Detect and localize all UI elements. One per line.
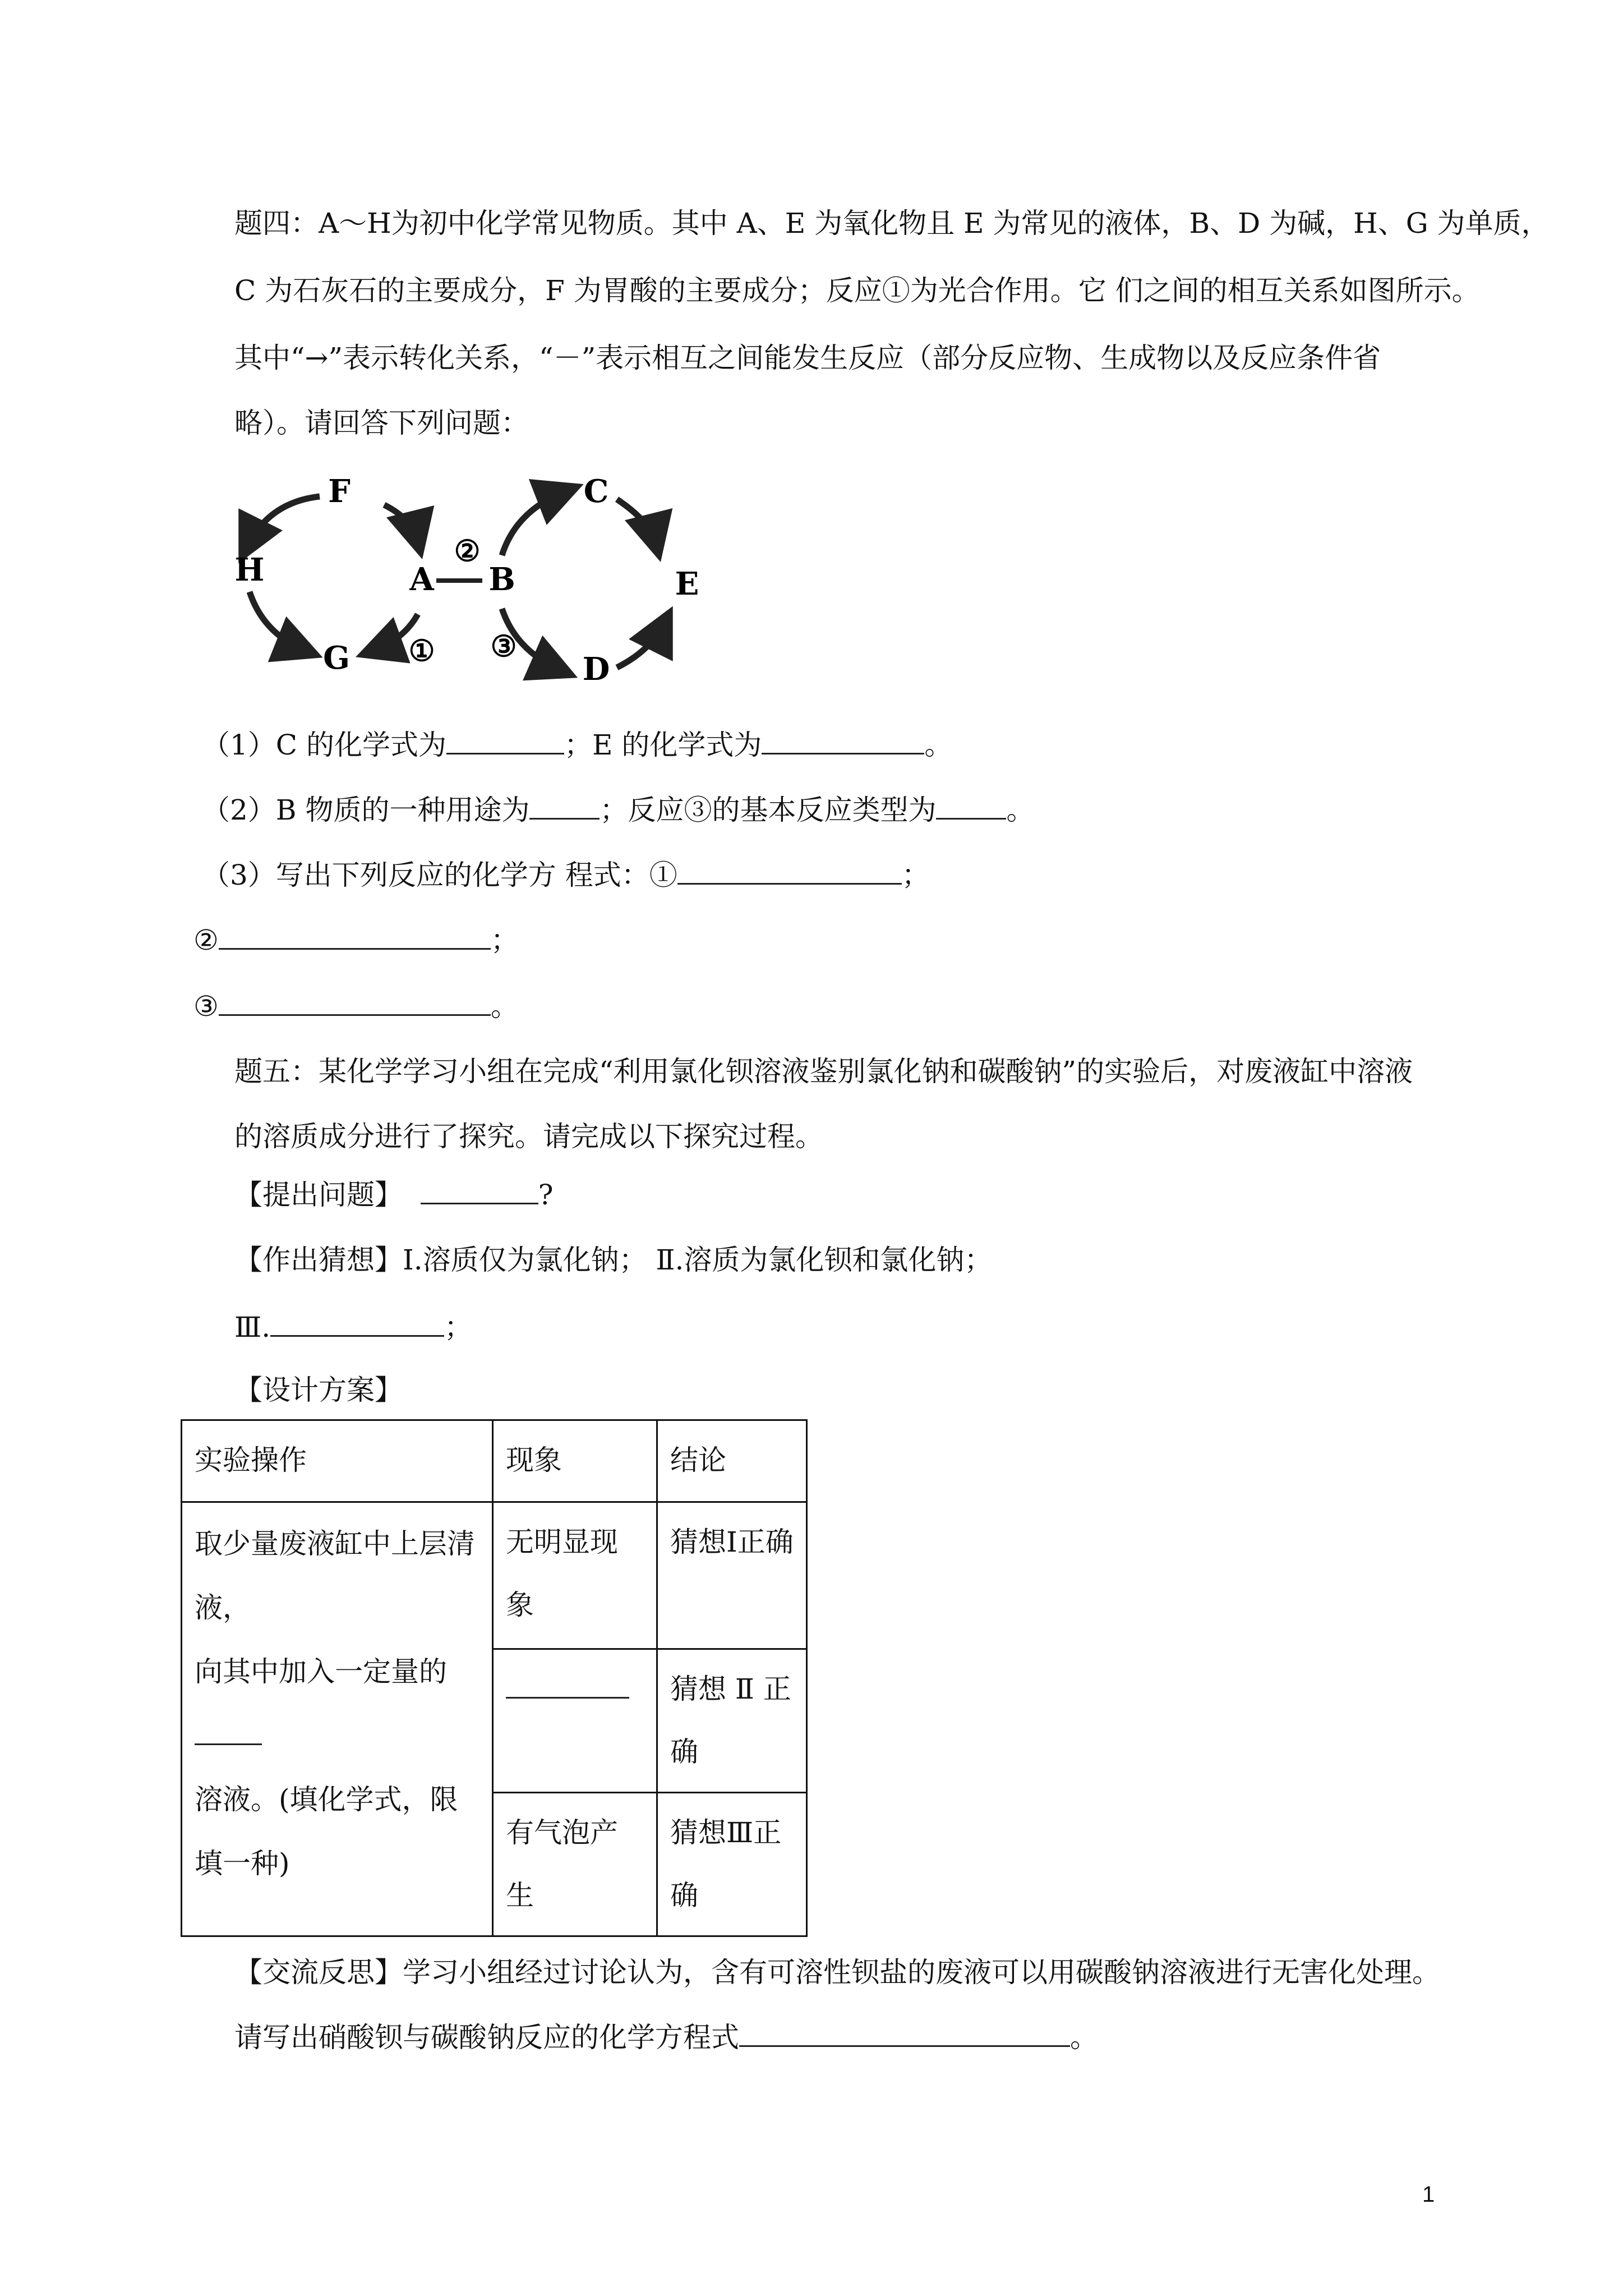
blank-question[interactable] <box>421 1177 538 1204</box>
sub3-text-b: ； <box>901 859 930 891</box>
q4-line-4: 略）。请回答下列问题： <box>234 407 529 439</box>
q5-reflect-2 <box>234 2019 1098 2055</box>
experiment-table <box>181 1419 808 1937</box>
sub3-text-a: （3）写出下列反应的化学方 程式：① <box>202 859 677 891</box>
node-g: G <box>323 639 350 677</box>
arrow-b-to-c <box>502 491 566 555</box>
q4-sub-1 <box>202 727 952 763</box>
eq3-text-b: 。 <box>490 990 519 1023</box>
operation-cell <box>182 1502 493 1936</box>
arrow-f-to-h <box>247 496 320 547</box>
row1-phenomenon: 无明显现象 <box>493 1502 657 1649</box>
blank-phenomenon-2[interactable] <box>506 1660 629 1699</box>
eq2-text-b: ； <box>490 924 519 956</box>
node-c: C <box>583 473 609 510</box>
sub2-text-c: 。 <box>1006 794 1035 826</box>
sub1-text-a: （1）C 的化学式为 <box>202 729 446 761</box>
reflect-end: 。 <box>1070 2021 1098 2054</box>
blank-reaction3-type[interactable] <box>936 792 1006 820</box>
row2-phenomenon <box>493 1649 657 1793</box>
sub2-text-b: ；反应③的基本反应类型为 <box>600 794 937 826</box>
q5-guess: 【作出猜想】Ⅰ.溶质仅为氯化钠； Ⅱ.溶质为氯化钡和氯化钠； <box>234 1244 993 1276</box>
page-number: 1 <box>1422 2182 1435 2207</box>
arrow-h-to-g <box>250 592 306 651</box>
blank-equation-1[interactable] <box>677 857 902 885</box>
guess3-label: Ⅲ. <box>234 1311 271 1343</box>
blank-e-formula[interactable] <box>762 727 924 754</box>
q5-question <box>234 1177 554 1213</box>
blank-equation-2[interactable] <box>219 922 491 950</box>
header-operation: 实验操作 <box>182 1420 493 1502</box>
q5-line-2: 的溶质成分进行了探究。请完成以下探究过程。 <box>234 1120 823 1153</box>
sub1-text-c: 。 <box>924 729 953 761</box>
guess3-end: ； <box>444 1311 473 1343</box>
q4-line-3: 其中“→”表示转化关系，“－”表示相互之间能发生反应（部分反应物、生成物以及反应条件省 <box>234 342 1381 374</box>
operation-line-3: 溶液。(填化学式，限填一种) <box>195 1783 458 1880</box>
row3-conclusion: 猜想Ⅲ正确 <box>657 1793 807 1936</box>
arrow-f-to-a <box>384 505 418 541</box>
node-d: D <box>582 651 610 688</box>
q5-design: 【设计方案】 <box>234 1374 403 1406</box>
q4-sub-2 <box>202 792 1034 828</box>
eq2-text-a: ② <box>193 924 219 956</box>
blank-c-formula[interactable] <box>446 727 564 754</box>
q5-guess-3 <box>234 1309 472 1345</box>
header-phenomenon: 现象 <box>493 1420 657 1502</box>
blank-b-use[interactable] <box>529 792 600 820</box>
q4-sub-3 <box>202 857 930 893</box>
reaction-3-label: ③ <box>490 629 517 664</box>
relationship-diagram <box>202 471 740 707</box>
row2-conclusion: 猜想 Ⅱ 正确 <box>657 1649 807 1793</box>
blank-guess-3[interactable] <box>270 1309 444 1337</box>
eq3-text-a: ③ <box>193 990 219 1023</box>
sub1-text-b: ；E 的化学式为 <box>564 729 762 761</box>
node-b: B <box>488 561 515 598</box>
sub2-text-a: （2）B 物质的一种用途为 <box>202 794 530 826</box>
arrow-d-to-e <box>617 623 665 668</box>
blank-reagent[interactable] <box>195 1710 262 1745</box>
blank-equation-3[interactable] <box>219 988 491 1016</box>
reaction-2-label: ② <box>454 534 481 568</box>
q4-eq-2 <box>193 922 519 958</box>
q4-line-1: 题四：A～H为初中化学常见物质。其中 A、E 为氧化物且 E 为常见的液体，B、D 为碱，H、G 为单质， <box>234 207 1550 240</box>
reflect-text: 请写出硝酸钡与碳酸钠反应的化学方程式 <box>234 2021 739 2054</box>
blank-ba-nitrate-equation[interactable] <box>739 2019 1070 2047</box>
question-label: 【提出问题】 <box>234 1179 403 1211</box>
node-h: H <box>234 551 265 588</box>
q4-line-2: C 为石灰石的主要成分，F 为胃酸的主要成分；反应①为光合作用。它 们之间的相互关系如图所示。 <box>234 274 1480 307</box>
node-f: F <box>328 473 351 510</box>
reaction-1-label: ① <box>408 634 435 668</box>
q4-eq-3 <box>193 988 519 1024</box>
node-e: E <box>675 565 699 602</box>
question-mark: ? <box>538 1179 554 1211</box>
q5-line-1: 题五：某化学学习小组在完成“利用氯化钡溶液鉴别氯化钠和碳酸钠”的实验后，对废液缸中溶液 <box>234 1055 1413 1088</box>
row3-phenomenon: 有气泡产生 <box>493 1793 657 1936</box>
node-a: A <box>409 561 434 598</box>
row1-conclusion: 猜想Ⅰ正确 <box>657 1502 807 1649</box>
operation-line-1: 取少量废液缸中上层清液， <box>195 1527 475 1624</box>
header-conclusion: 结论 <box>657 1420 807 1502</box>
q5-reflect-1: 【交流反思】学习小组经过讨论认为，含有可溶性钡盐的废液可以用碳酸钠溶液进行无害化处理。 <box>234 1956 1440 1989</box>
operation-line-2: 向其中加入一定量的 <box>195 1655 447 1688</box>
arrow-c-to-e <box>617 499 656 544</box>
